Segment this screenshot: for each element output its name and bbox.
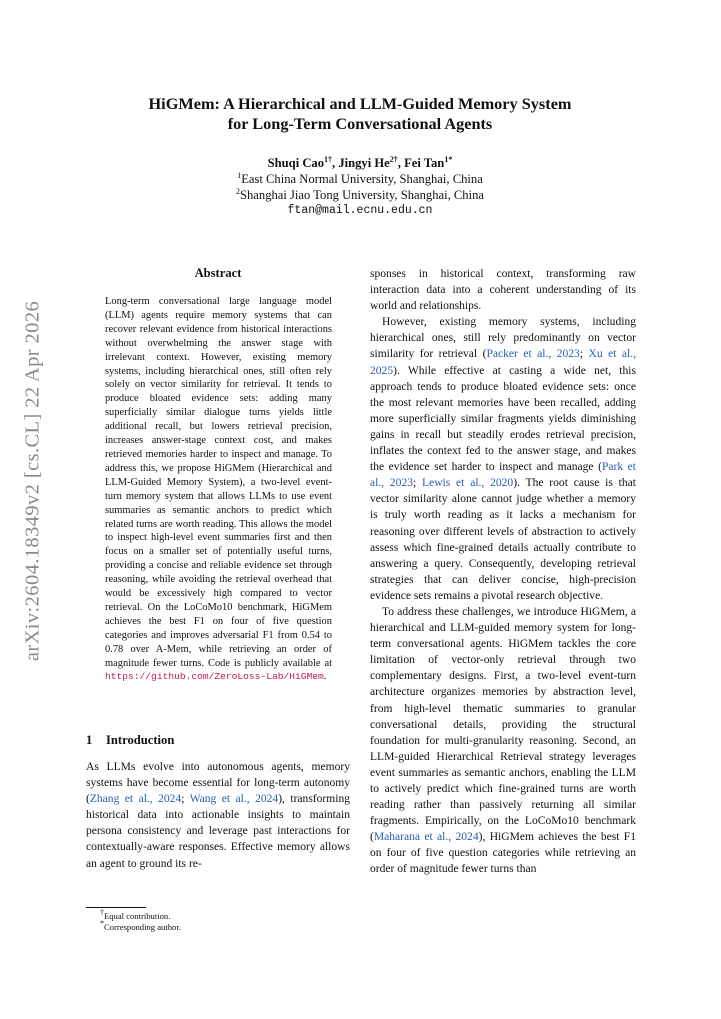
footnote-text: Equal contribution. <box>104 911 171 921</box>
abstract-text: Long-term conversational large language model (LLM) agents require memory systems that can recover relevant evidence from historical interactions without overwhelming the answer stage with irrelevant context. However, existing memory systems, including hierarchical ones, still often rely solely on vector similarity for retrieval. It tends to produce bloated evidence sets: adding many superficially similar dialogue turns yields little additional recall, but lowers retrieval precision, increases answer-stage context cost, and makes retrieved memories harder to inspect and manage. To address this, we propose HiGMem (Hierarchical and LLM-Guided Memory System), a two-level event-turn memory system that allows LLMs to use event summaries as semantic anchors to predict which related turns are worth reading. This allows the model to inspect high-level event summaries first and then focus on a smaller set of potentially useful turns, providing a concise and reliable evidence set through reasoning, while avoiding the retrieval overhead that would be excessively high compared to vector retrieval. On the LoCoMo10 benchmark, HiGMem achieves the best F1 on four of five question categories and improves adversarial F1 from 0.54 to 0.78 over A-Mem, while retrieving an order of magnitude fewer turns. Code is publicly available at <box>105 296 332 669</box>
footnote-marker: † <box>100 908 104 918</box>
author-separator: , <box>397 156 405 170</box>
paragraph <box>370 314 636 604</box>
paragraph-text: However, existing memory systems, including hierarchical ones, still rely predominantly on vector similarity for retrieval ( <box>370 316 636 361</box>
intro-text: As LLMs evolve into autonomous agents, memory systems have become essential for long-term autonomy ( <box>86 761 350 806</box>
affiliation-1 <box>100 171 620 187</box>
intro-text: ), transforming historical data into actionable insights to maintain persona consistency and leverage past interactions for contextually-aware responses. Effective memory allows an agent to ground its re- <box>86 793 351 870</box>
author-2: Jingyi He <box>338 156 390 170</box>
arxiv-identifier-text: arXiv:2604.18349v2 [cs.CL] 22 Apr 2026 <box>21 300 44 662</box>
contact-email[interactable]: ftan@mail.ecnu.edu.cn <box>287 204 433 217</box>
affiliation-1-text: East China Normal University, Shanghai, China <box>241 172 483 186</box>
affiliation-2 <box>100 187 620 203</box>
author-3: Fei Tan <box>404 156 445 170</box>
affiliation-1-marker: 1 <box>237 170 242 180</box>
paragraph <box>370 604 636 878</box>
footnote-corresponding-author <box>100 919 181 933</box>
arxiv-identifier <box>13 296 53 666</box>
intro-text: ; <box>181 793 190 806</box>
citation-link[interactable]: Maharana et al., 2024 <box>373 831 479 844</box>
citation-link[interactable]: Packer et al., 2023 <box>486 348 580 361</box>
paper-title <box>100 94 620 134</box>
author-separator: , <box>332 156 339 170</box>
author-block <box>100 155 620 219</box>
section-heading-introduction <box>86 733 174 748</box>
paragraph-text: To address these challenges, we introduce HiGMem, a hierarchical and LLM-guided memory system for long-term conversational agents. HiGMem tackles the core limitation of vector-only retrieval through two complementary designs. First, a two-level event-turn architecture organizes memories by abstraction level, from high-level thematic summaries to granular conversational details, providing the structural foundation for multi-granularity reasoning. Second, an LLM-guided Hierarchical Retrieval strategy leverages event summaries as semantic anchors, enabling the LLM to actively predict which fine-grained turns are worth reading rather than passively returning all similar fragments. Empirically, on the LoCoMo10 benchmark ( <box>370 605 636 844</box>
section-number: 1 <box>86 733 93 747</box>
citation-link[interactable]: Park et al., 2023 <box>370 461 637 490</box>
paper-title-line2: for Long-Term Conversational Agents <box>227 114 493 133</box>
paragraph-text: ), HiGMem achieves the best F1 on four of five question categories while retrieving an order of magnitude fewer turns than <box>370 831 636 876</box>
code-link[interactable]: https://github.com/ZeroLoss-Lab/HiGMem <box>105 671 324 683</box>
author-1: Shuqi Cao <box>267 156 325 170</box>
footnotes <box>100 908 181 933</box>
abstract-heading: Abstract <box>194 266 242 280</box>
affiliation-2-marker: 2 <box>236 186 240 196</box>
author-3-marker: 1* <box>444 154 453 164</box>
paragraph-text: ; <box>413 477 423 490</box>
author-1-marker: 1† <box>324 154 333 164</box>
footnote-equal-contribution <box>100 908 181 922</box>
abstract-end: . <box>323 671 327 683</box>
citation-link[interactable]: Wang et al., 2024 <box>189 793 279 806</box>
author-2-marker: 2† <box>389 154 398 164</box>
paragraph-text: ; <box>579 348 589 361</box>
paragraph-text: ). While effective at casting a wide net, this approach tends to produce bloated evidence sets: once the most relevant memories have been recalled, adding more superficially similar fragments yields diminishing gains in recall but steadily erodes retrieval precision, inflates the context fed to the answer stage, and makes the evidence set harder to inspect and manage ( <box>370 364 636 474</box>
introduction-left-column <box>86 759 350 872</box>
paragraph: sponses in historical context, transforming raw interaction data into a coherent understanding of its world and relationships. <box>370 268 636 313</box>
citation-link[interactable]: Xu et al., 2025 <box>370 348 636 377</box>
footnote-divider <box>86 907 146 908</box>
paper-title-line1: HiGMem: A Hierarchical and LLM-Guided Memory System <box>148 94 572 113</box>
citation-link[interactable]: Lewis et al., 2020 <box>422 477 514 490</box>
affiliation-2-text: Shanghai Jiao Tong University, Shanghai, China <box>240 188 484 202</box>
paragraph-text: ). The root cause is that vector similarity alone cannot judge whether a memory is truly worth reading as it lacks a mechanism for reasoning over different levels of abstraction to actively assess which fine-grained details actually contribute to answering a query. Consequently, developing retrieval strategies that can deliver concise, high-precision evidence sets remains a pivotal research objective. <box>370 477 636 602</box>
right-column <box>370 266 636 878</box>
section-title: Introduction <box>106 733 175 747</box>
author-names <box>100 155 620 171</box>
abstract-body <box>105 295 332 684</box>
footnote-marker: * <box>100 919 104 929</box>
citation-link[interactable]: Zhang et al., 2024 <box>89 793 182 806</box>
footnote-text: Corresponding author. <box>104 922 181 932</box>
